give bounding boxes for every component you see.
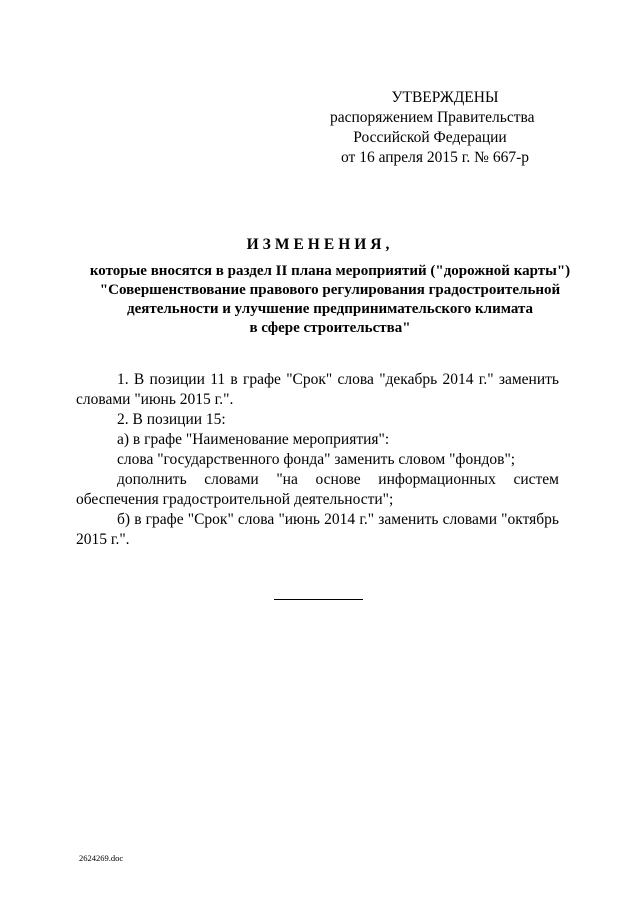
approval-date: от 16 апреля 2015 г. № 667-р <box>341 149 529 166</box>
approval-line-1: распоряжением Правительства <box>330 109 535 126</box>
approval-title: УТВЕРЖДЕНЫ <box>391 89 499 106</box>
body-paragraph: дополнить словами "на основе информационных систем обеспечения градостроительной деятельности"; <box>76 471 559 508</box>
approval-block <box>330 88 535 168</box>
body-paragraph: 2. В позиции 15: <box>117 411 226 428</box>
document-title: ИЗМЕНЕНИЯ, <box>246 236 394 253</box>
document-body <box>76 370 559 550</box>
end-rule <box>274 599 363 600</box>
approval-line-2: Российской Федерации <box>353 129 507 146</box>
body-paragraph: а) в графе "Наименование мероприятия": <box>117 431 390 448</box>
body-paragraph: слова "государственного фонда" заменить словом "фондов"; <box>117 451 516 468</box>
body-paragraph: б) в графе "Срок" слова "июнь 2014 г." заменить словами "октябрь 2015 г.". <box>76 511 559 548</box>
subtitle-line: в сфере строительства" <box>249 320 411 336</box>
subtitle-line: которые вносятся в раздел II плана мероприятий ("дорожной карты") <box>89 263 571 279</box>
footer-file-name: 2624269.doc <box>79 853 124 863</box>
document-subtitle <box>60 262 600 338</box>
subtitle-line: деятельности и улучшение предпринимательского климата <box>126 301 534 317</box>
body-paragraph: 1. В позиции 11 в графе "Срок" слова "декабрь 2014 г." заменить словами "июнь 2015 г.". <box>76 371 559 408</box>
subtitle-line: "Совершенствование правового регулирования градостроительной <box>99 282 561 298</box>
